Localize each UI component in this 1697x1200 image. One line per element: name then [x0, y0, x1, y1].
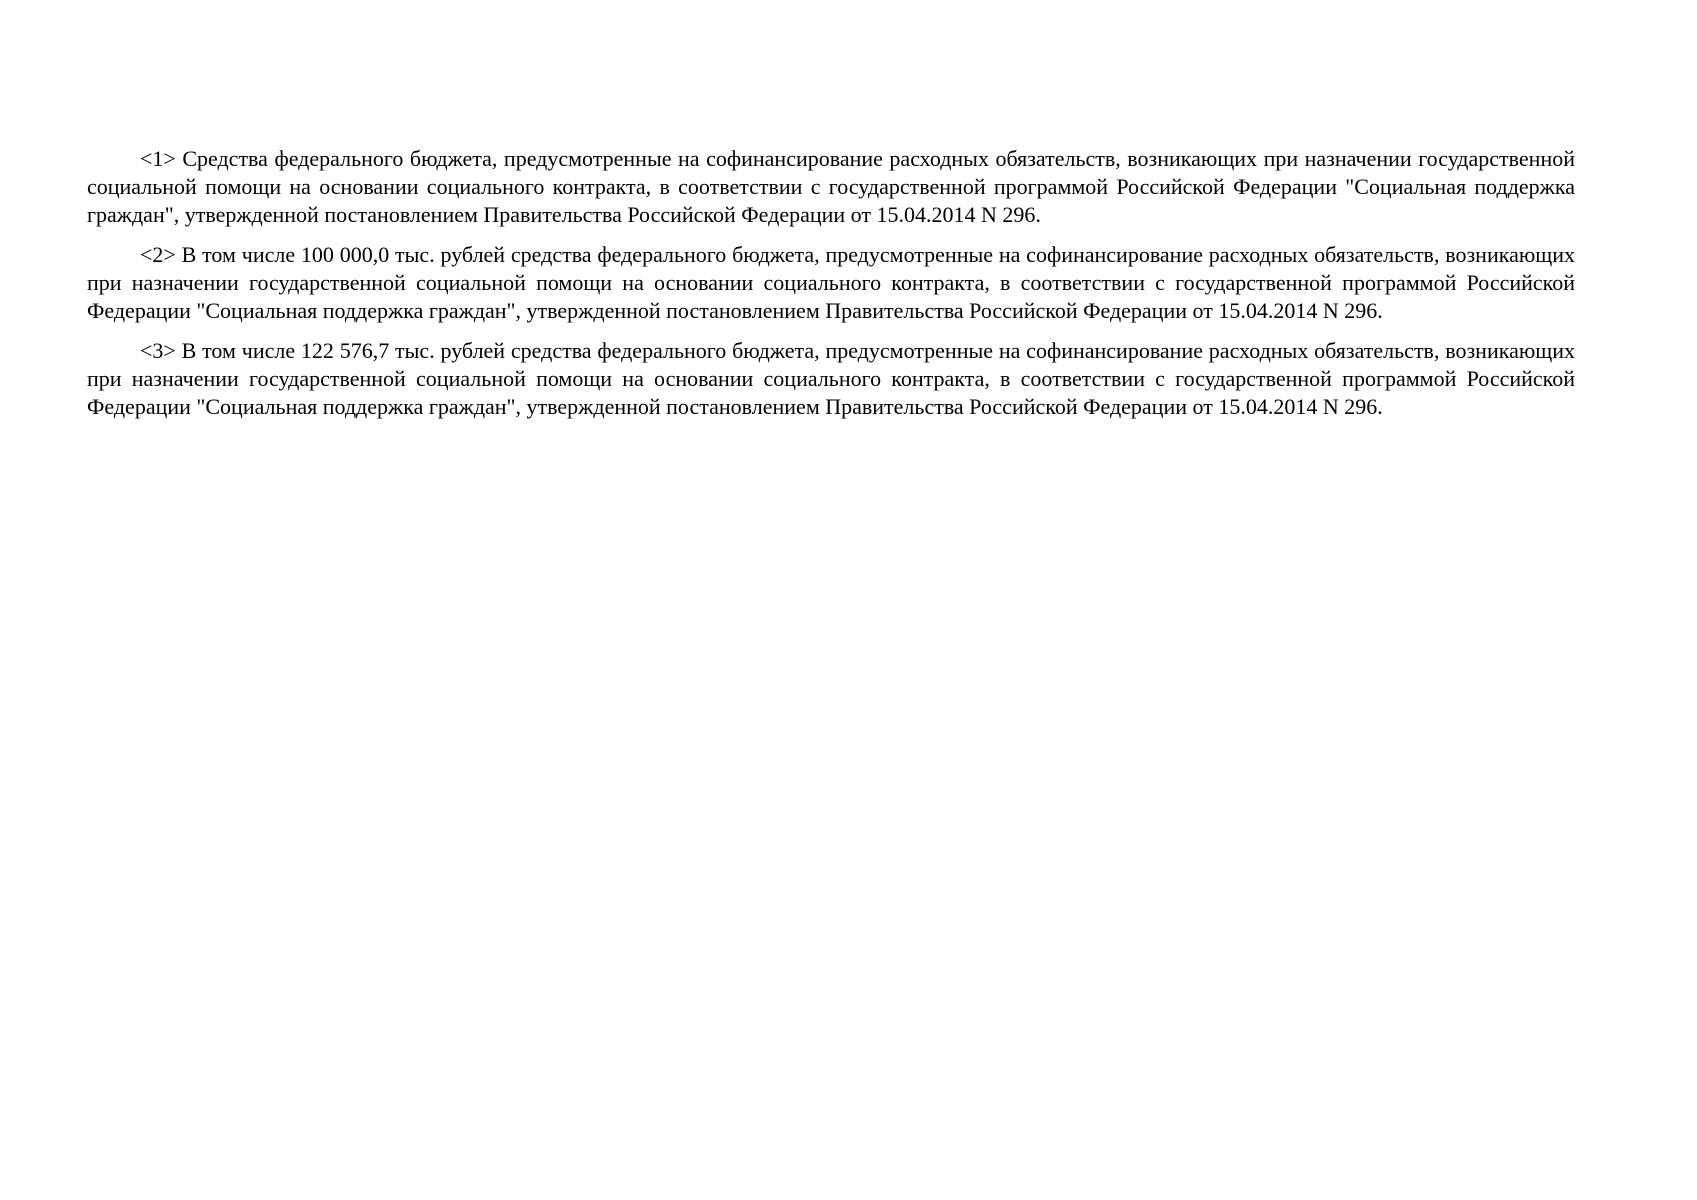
footnote-3: <3> В том числе 122 576,7 тыс. рублей средства федерального бюджета, предусмотренные на софинансирование расходных обязательств, возникающих при назначении государственной социальной помощи на основании социального контракта, в соответствии с государственной программой Российской Федерации "Социальная поддержка граждан", утвержденной постановлением Правительства Российской Федерации от 15.04.2014 N 296.	[87, 338, 1575, 419]
footnote-1: <1> Средства федерального бюджета, предусмотренные на софинансирование расходных обязательств, возникающих при назначении государственной социальной помощи на основании социального контракта, в соответствии с государственной программой Российской Федерации "Социальная поддержка граждан", утвержденной постановлением Правительства Российской Федерации от 15.04.2014 N 296.	[87, 146, 1575, 227]
document-page	[87, 145, 1575, 433]
footnote-2: <2> В том числе 100 000,0 тыс. рублей средства федерального бюджета, предусмотренные на софинансирование расходных обязательств, возникающих при назначении государственной социальной помощи на основании социального контракта, в соответствии с государственной программой Российской Федерации "Социальная поддержка граждан", утвержденной постановлением Правительства Российской Федерации от 15.04.2014 N 296.	[87, 242, 1575, 323]
